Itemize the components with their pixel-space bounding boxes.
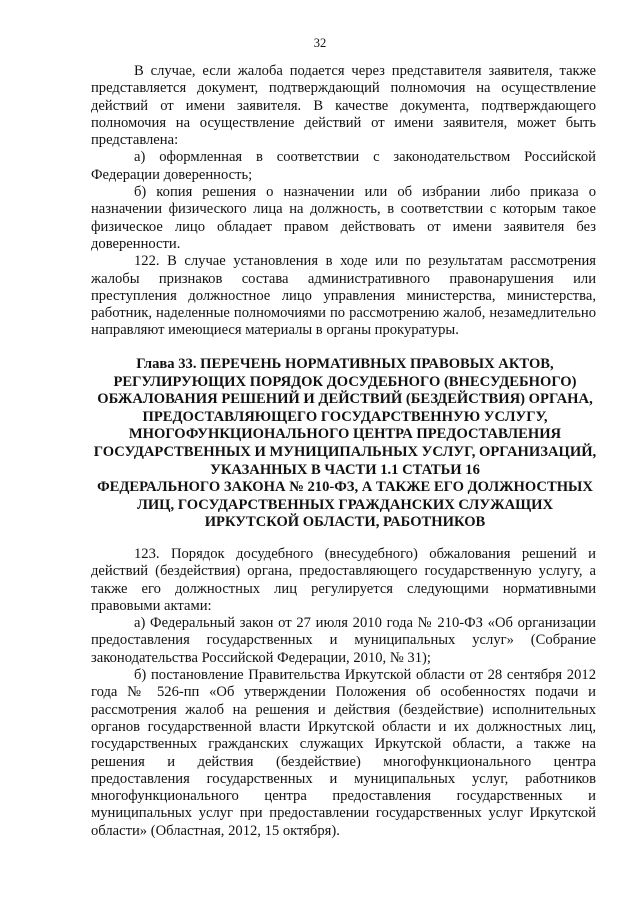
bottom-text-block — [91, 546, 596, 840]
chapter-heading-line: ЛИЦ, ГОСУДАРСТВЕННЫХ ГРАЖДАНСКИХ СЛУЖАЩИХ — [136, 496, 554, 513]
chapter-heading-line: ОБЖАЛОВАНИЯ РЕШЕНИЙ И ДЕЙСТВИЙ (БЕЗДЕЙСТВИЯ) ОРГАНА, — [97, 391, 593, 408]
chapter-heading-line: МНОГОФУНКЦИОНАЛЬНОГО ЦЕНТРА ПРЕДОСТАВЛЕНИЯ — [128, 426, 562, 443]
chapter-heading-line: УКАЗАННЫХ В ЧАСТИ 1.1 СТАТЬИ 16 — [210, 461, 480, 478]
paragraph-122: 122. В случае установления в ходе или по результатам рассмотрения жалобы признаков состава административного правонарушения или преступления должностное лицо управления министерства, министерства, работник, наделенные полномочиями по рассмотрению жалоб, незамедлительно направляют имеющиеся материалы в органы прокуратуры. — [91, 253, 596, 339]
chapter-heading-line: Глава 33. ПЕРЕЧЕНЬ НОРМАТИВНЫХ ПРАВОВЫХ АКТОВ, — [136, 356, 554, 372]
paragraph-item-a-federal-law: а) Федеральный закон от 27 июля 2010 года № 210-ФЗ «Об организации предоставления государственных и муниципальных услуг» (Собрание законодательства Российской Федерации, 2010, № 31); — [91, 615, 596, 666]
chapter-heading-line: ИРКУТСКОЙ ОБЛАСТИ, РАБОТНИКОВ — [204, 514, 486, 531]
page-number: 32 — [313, 36, 327, 50]
paragraph-item-a-power-of-attorney: а) оформленная в соответствии с законодательством Российской Федерации доверенность; — [91, 149, 596, 183]
paragraph-item-b-regional-resolution: б) постановление Правительства Иркутской области от 28 сентября 2012 года № 526-пп «Об утверждении Положения об особенностях подачи и рассмотрения жалоб на решения и действия (бездействие) исполнительных органов государственной власти Иркутской области и их должностных лиц, государственных гражданских служащих Иркутской области, а также на решения и действия (бездействие) многофункционального центра предоставления государственных и муниципальных услуг, работников многофункционального центра предоставления государственных и муниципальных услуг при предоставлении государственных услуг Иркутской области» (Областная, 2012, 15 октября). — [91, 667, 596, 839]
paragraph-item-b-appointment-copy: б) копия решения о назначении или об избрании либо приказа о назначении физического лица на должность, в соответствии с которым такое физическое лицо обладает правом действовать от имени заявителя без доверенности. — [91, 184, 596, 252]
top-text-block — [91, 63, 596, 340]
paragraph-123: 123. Порядок досудебного (внесудебного) обжалования решений и действий (бездействия) органа, предоставляющего государственную услугу, а также его должностных лиц регулируется следующими нормативными правовыми актами: — [91, 546, 596, 614]
paragraph-representative: В случае, если жалоба подается через представителя заявителя, также представляется документ, подтверждающий полномочия на осуществление действий от имени заявителя. В качестве документа, подтверждающего полномочия на осуществление действий от имени заявителя, может быть представлена: — [91, 63, 596, 149]
chapter-heading-line: РЕГУЛИРУЮЩИХ ПОРЯДОК ДОСУДЕБНОГО (ВНЕСУДЕБНОГО) — [113, 373, 577, 390]
chapter-heading-line: ФЕДЕРАЛЬНОГО ЗАКОНА № 210-ФЗ, А ТАКЖЕ ЕГО ДОЛЖНОСТНЫХ — [97, 479, 593, 496]
chapter-33-heading — [80, 356, 610, 532]
chapter-heading-line: ПРЕДОСТАВЛЯЮЩЕГО ГОСУДАРСТВЕННУЮ УСЛУГУ, — [142, 408, 548, 425]
chapter-heading-line: ГОСУДАРСТВЕННЫХ И МУНИЦИПАЛЬНЫХ УСЛУГ, ОРГАНИЗАЦИЙ, — [93, 443, 597, 460]
